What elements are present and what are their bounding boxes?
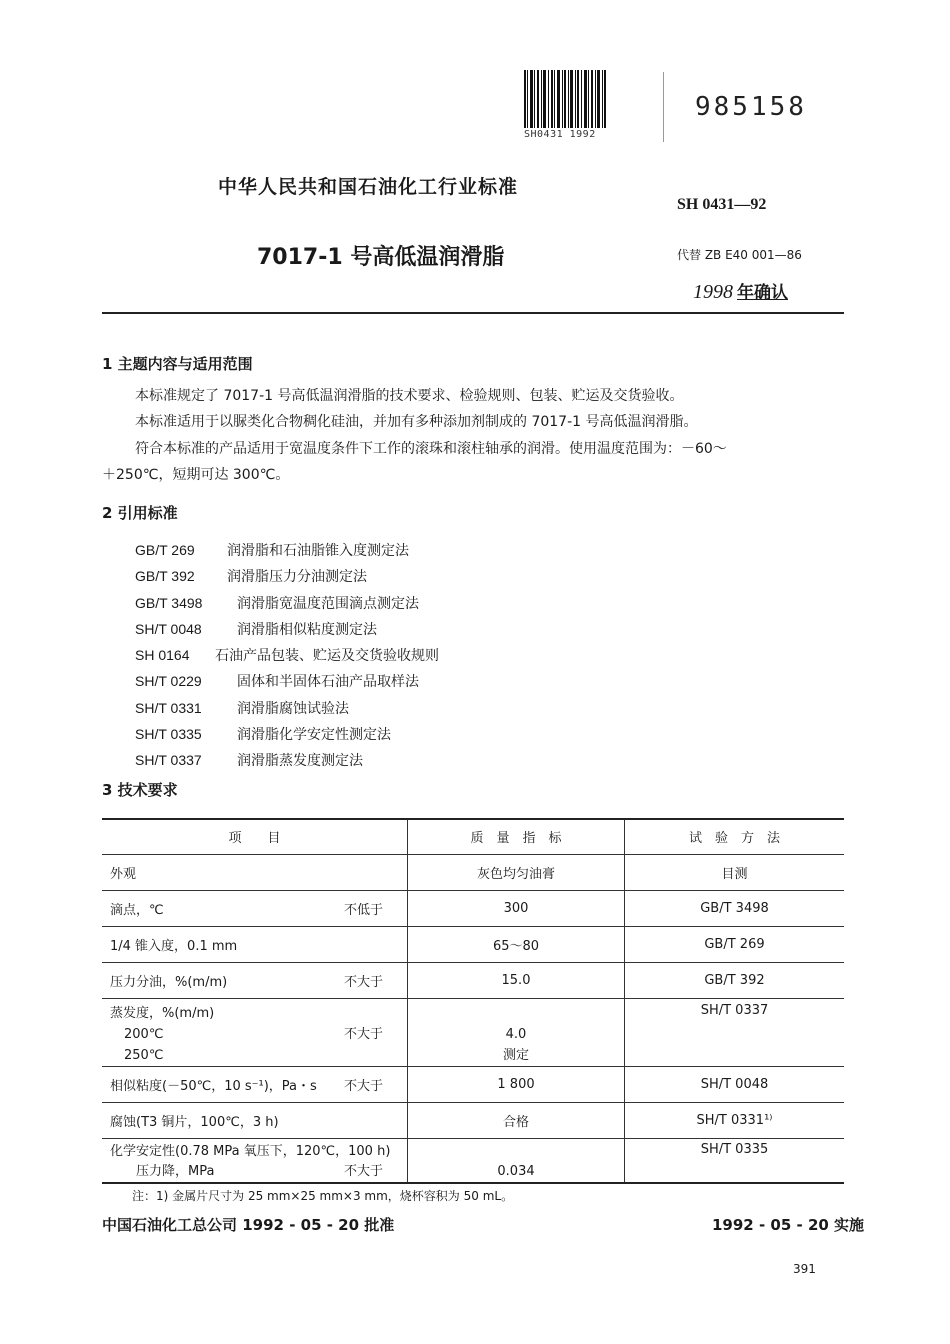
table-row xyxy=(102,998,844,1066)
limit-label: 不大于 xyxy=(343,1026,383,1042)
header-divider xyxy=(663,72,664,142)
ref-code: GB/T 392 xyxy=(135,568,195,585)
method-cell: SH/T 0048 xyxy=(700,1076,769,1092)
confirm-text: 年确认 xyxy=(737,283,788,303)
ref-name: 润滑脂化学安定性测定法 xyxy=(237,727,391,744)
page-title: 7017-1 号高低温润滑脂 xyxy=(257,245,505,270)
table-row xyxy=(102,1066,844,1102)
ref-name: 润滑脂蒸发度测定法 xyxy=(237,753,363,770)
value-cell: 300 xyxy=(408,890,625,926)
sub-label: 200℃ xyxy=(124,1026,164,1042)
ref-code: SH/T 0229 xyxy=(135,673,202,690)
method-cell: GB/T 269 xyxy=(704,936,765,952)
ref-code: SH 0164 xyxy=(135,647,190,664)
item-sub xyxy=(110,1162,399,1182)
ref-name: 润滑脂腐蚀试验法 xyxy=(237,700,349,717)
list-item xyxy=(135,564,439,590)
item-cell xyxy=(102,890,408,926)
section-1-para-1: 本标准规定了 7017-1 号高低温润滑脂的技术要求、检验规则、包装、贮运及交货验收。 xyxy=(135,388,684,404)
reference-list xyxy=(135,538,439,775)
standard-category: 中华人民共和国石油化工行业标准 xyxy=(218,176,519,198)
ref-code: SH/T 0337 xyxy=(135,752,202,769)
header-method: 试 验 方 法 xyxy=(688,831,780,847)
ref-code: GB/T 3498 xyxy=(135,594,203,611)
item-cell xyxy=(102,962,408,998)
header-spec: 质 量 指 标 xyxy=(408,819,625,854)
item-cell: 外观 xyxy=(102,854,408,890)
ref-code: SH/T 0048 xyxy=(135,620,202,637)
ref-code: GB/T 269 xyxy=(135,542,195,558)
ref-name: 石油产品包装、贮运及交货验收规则 xyxy=(215,648,439,665)
table-row xyxy=(102,1102,844,1138)
barcode-bars xyxy=(524,70,608,128)
section-3-heading: 3 技术要求 xyxy=(102,781,178,799)
table-row xyxy=(102,890,844,926)
limit-label: 不大于 xyxy=(343,974,383,990)
ref-name: 润滑脂压力分油测定法 xyxy=(227,569,367,586)
effective-date: 1992 - 05 - 20 实施 xyxy=(712,1216,865,1234)
list-item xyxy=(135,696,439,722)
value-2: 测定 xyxy=(502,1047,529,1063)
ref-name: 润滑脂相似粘度测定法 xyxy=(237,621,377,638)
table-row xyxy=(102,926,844,962)
section-1-para-2: 本标准适用于以脲类化合物稠化硅油，并加有多种添加剂制成的 7017-1 号高低温润滑脂。 xyxy=(135,414,698,430)
value-cell: 15.0 xyxy=(408,962,625,998)
section-1-para-3a: 符合本标准的产品适用于宽温度条件下工作的滚珠和滚柱轴承的润滑。使用温度范围为：－60～ xyxy=(135,441,727,457)
method-cell: GB/T 392 xyxy=(704,972,765,988)
item-label: 滴点，℃ xyxy=(110,902,164,918)
value-1: 4.0 xyxy=(505,1026,527,1042)
value-cell: 65～80 xyxy=(408,926,625,962)
ref-code: SH/T 0335 xyxy=(135,726,202,743)
value-cell: 0.034 xyxy=(408,1138,625,1183)
item-cell: 1/4 锥入度，0.1 mm xyxy=(102,926,408,962)
list-item xyxy=(135,748,439,774)
section-2-heading: 2 引用标准 xyxy=(102,504,178,522)
list-item xyxy=(135,617,439,643)
value-cell xyxy=(408,998,625,1066)
method-cell: SH/T 0335 xyxy=(700,1141,769,1157)
table-header-row xyxy=(102,819,844,854)
document-number: 985158 xyxy=(695,92,807,122)
section-1-para-3b: ＋250℃，短期可达 300℃。 xyxy=(102,467,290,483)
method-cell: SH/T 0337 xyxy=(700,1002,769,1018)
ref-name: 润滑脂宽温度范围滴点测定法 xyxy=(237,595,419,612)
ref-code: SH/T 0331 xyxy=(135,699,202,716)
item-label: 化学安定性(0.78 MPa 氧压下，120℃，100 h) xyxy=(110,1143,391,1159)
limit-label: 不低于 xyxy=(343,902,383,918)
header-item: 项 目 xyxy=(102,819,408,854)
section-1-heading: 1 主题内容与适用范围 xyxy=(102,355,253,373)
limit-label: 不大于 xyxy=(343,1078,383,1094)
item-label: 压力分油，%(m/m) xyxy=(110,974,228,990)
table-row xyxy=(102,1138,844,1183)
method-cell: 目测 xyxy=(721,866,748,882)
requirements-table xyxy=(102,818,844,1184)
ref-name: 润滑脂和石油脂锥入度测定法 xyxy=(227,543,409,559)
item-cell xyxy=(102,1066,408,1102)
ref-name: 固体和半固体石油产品取样法 xyxy=(237,674,419,691)
standard-code: SH 0431—92 xyxy=(677,196,767,213)
value-cell: 合格 xyxy=(408,1102,625,1138)
item-label: 蒸发度，%(m/m) xyxy=(110,1005,215,1021)
list-item xyxy=(135,538,439,564)
value-cell: 1 800 xyxy=(408,1066,625,1102)
item-sub-1 xyxy=(110,1024,399,1045)
replaces-standard: 代替 ZB E40 001—86 xyxy=(677,248,802,262)
barcode-label: SH0431 1992 xyxy=(524,129,596,140)
list-item xyxy=(135,669,439,695)
sub-label: 压力降，MPa xyxy=(136,1163,215,1179)
approval-line: 中国石油化工总公司 1992 - 05 - 20 批准 xyxy=(102,1216,395,1234)
item-cell xyxy=(102,1138,408,1183)
table-row xyxy=(102,854,844,890)
confirm-year: 1998 xyxy=(693,281,733,303)
list-item xyxy=(135,722,439,748)
confirmation-stamp xyxy=(693,278,788,304)
item-sub-2: 250℃ xyxy=(124,1047,164,1063)
value-cell: 灰色均匀油膏 xyxy=(408,854,625,890)
list-item xyxy=(135,643,439,669)
method-cell: GB/T 3498 xyxy=(700,900,769,916)
table-footnote: 注：1) 金属片尺寸为 25 mm×25 mm×3 mm，烧杯容积为 50 mL。 xyxy=(132,1189,514,1203)
barcode-image xyxy=(524,70,608,128)
page-number: 391 xyxy=(793,1262,816,1276)
limit-label: 不大于 xyxy=(343,1163,383,1179)
item-cell: 腐蚀(T3 铜片，100℃，3 h) xyxy=(102,1102,408,1138)
list-item xyxy=(135,591,439,617)
item-label: 相似粘度(－50℃，10 s⁻¹)，Pa・s xyxy=(110,1078,317,1094)
method-cell: SH/T 0331¹⁾ xyxy=(696,1112,773,1128)
item-cell xyxy=(102,998,408,1066)
table-row xyxy=(102,962,844,998)
header-rule xyxy=(102,312,844,314)
